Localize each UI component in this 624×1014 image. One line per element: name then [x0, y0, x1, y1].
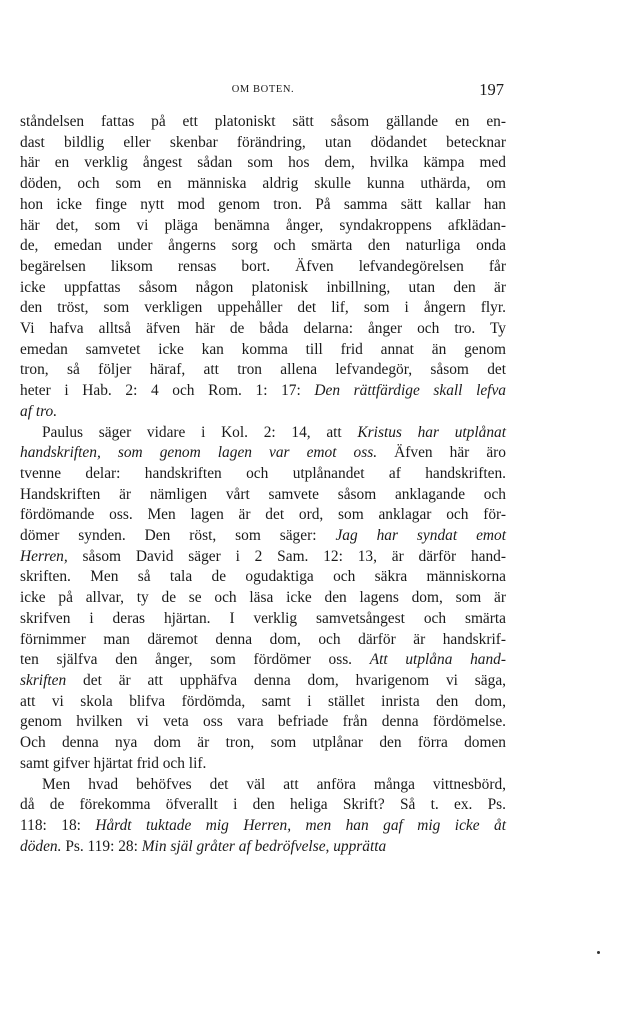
italic-quote: Hårdt tuktade mig Herren, men han gaf mig icke åt	[95, 816, 506, 834]
text-run: den tröst, som verkligen uppehåller det lif, som i ångern flyr.	[20, 299, 506, 317]
text-line	[20, 754, 506, 775]
text-run: tvenne delar: handskriften och utplånandet af handskriften.	[20, 464, 506, 482]
text-run: ten själfva den ånger, som fördömer oss.	[20, 651, 370, 669]
text-line	[20, 816, 506, 837]
italic-quote: handskriften, som genom lagen var emot oss.	[20, 444, 378, 462]
text-run: de, emedan under ångerns sorg och smärta den naturliga onda	[20, 237, 506, 255]
text-run: förnimmer man däremot denna dom, och därför är handskrif-	[20, 630, 506, 648]
text-run: då de förekomma öfverallt i den heliga Skrift? Så t. ex. Ps.	[20, 796, 506, 814]
text-run: skriften. Men så tala de ogudaktiga och säkra människorna	[20, 568, 506, 586]
italic-quote: Jag har syndat emot	[335, 527, 506, 545]
text-line	[20, 671, 506, 692]
text-run: Handskriften är nämligen vårt samvete såsom anklagande och	[20, 485, 506, 503]
text-line	[20, 340, 506, 361]
italic-quote: Herren,	[20, 547, 68, 565]
text-line	[20, 298, 506, 319]
text-line	[20, 319, 506, 340]
text-line	[20, 837, 506, 858]
text-line	[20, 112, 506, 133]
text-line	[20, 257, 506, 278]
text-line	[20, 775, 506, 796]
text-line	[20, 133, 506, 154]
italic-quote: döden.	[20, 837, 62, 855]
text-run: tron, så följer häraf, att tron allena lefvandegör, såsom det	[20, 361, 506, 379]
print-speck	[597, 951, 600, 954]
book-page	[20, 80, 506, 857]
italic-quote: Min själ gråter af bedröfvelse, upprätta	[141, 837, 387, 855]
page-number: 197	[479, 80, 504, 99]
text-run: Äfven här äro	[377, 444, 506, 462]
text-run: heter i Hab. 2: 4 och Rom. 1: 17:	[20, 382, 315, 400]
text-line	[20, 464, 506, 485]
text-line	[20, 692, 506, 713]
text-line	[20, 216, 506, 237]
text-run: det är att upphäfva denna dom, hvarigenom vi säga,	[66, 671, 506, 689]
text-line	[20, 733, 506, 754]
text-line	[20, 381, 506, 402]
text-run: icke på allvar, ty de se och läsa icke den lagens dom, som är	[20, 589, 506, 607]
text-line	[20, 423, 506, 444]
text-line	[20, 547, 506, 568]
text-run: fördömande oss. Men lagen är det ord, som anklagar och för-	[20, 506, 506, 524]
italic-quote: af tro.	[20, 402, 58, 420]
text-line	[20, 650, 506, 671]
text-line	[20, 195, 506, 216]
text-run: ståndelsen fattas på ett platoniskt sätt såsom gällande en en-	[20, 113, 506, 130]
text-line	[20, 236, 506, 257]
running-title: OM BOTEN.	[231, 84, 295, 95]
text-run: Ps. 119: 28:	[61, 837, 142, 855]
text-run: Vi hafva alltså äfven här de båda delarna: ånger och tro. Ty	[20, 320, 506, 338]
text-line	[20, 278, 506, 299]
text-line	[20, 402, 506, 423]
text-run: såsom David säger i 2 Sam. 12: 13, är därför hand-	[67, 547, 506, 565]
text-line	[20, 153, 506, 174]
text-run: 118: 18:	[20, 816, 96, 834]
text-run: emedan samvetet icke kan komma till frid annat än genom	[20, 340, 506, 358]
italic-quote: skriften	[20, 671, 67, 689]
text-line	[20, 526, 506, 547]
paragraph	[20, 112, 506, 423]
text-run: icke uppfattas såsom någon platonisk inbillning, utan den är	[20, 278, 506, 296]
text-run: dömer synden. Den röst, som säger:	[20, 527, 336, 545]
text-run: här det, som vi pläga benämna ånger, syndakroppens afklädan-	[20, 216, 506, 234]
text-run: dast bildlig eller skenbar förändring, utan dödandet betecknar	[20, 133, 506, 151]
text-run: samt gifver hjärtat frid och lif.	[20, 754, 207, 772]
text-line	[20, 795, 506, 816]
text-line	[20, 630, 506, 651]
text-run: skrifven i deras hjärtan. I verklig samvetsångest och smärta	[20, 609, 506, 627]
text-line	[20, 360, 506, 381]
text-run: Men hvad behöfves det väl att anföra många vittnesbörd,	[42, 775, 506, 793]
italic-quote: Att utplåna hand-	[369, 651, 506, 669]
text-run: Paulus säger vidare i Kol. 2: 14, att	[42, 423, 358, 441]
text-run: Och denna nya dom är tron, som utplånar den förra domen	[20, 734, 506, 752]
text-line	[20, 485, 506, 506]
paragraph	[20, 775, 506, 858]
text-line	[20, 609, 506, 630]
text-line	[20, 712, 506, 733]
text-line	[20, 443, 506, 464]
text-line	[20, 588, 506, 609]
text-run: att vi skola blifva fördömda, samt i stället inrista den dom,	[20, 692, 506, 710]
text-line	[20, 174, 506, 195]
italic-quote: Den rättfärdige skall lefva	[314, 382, 506, 400]
text-run: hon icke finge nytt mod genom tron. På samma sätt kallar han	[20, 195, 506, 213]
text-run: här en verklig ångest sådan som hos dem, hvilka kämpa med	[20, 154, 506, 172]
text-run: döden, och som en människa aldrig skulle kunna uthärda, om	[20, 175, 506, 193]
text-run: genom hvilken vi veta oss vara befriade från denna fördömelse.	[20, 713, 506, 731]
italic-quote: Kristus har utplånat	[357, 423, 506, 441]
text-line	[20, 567, 506, 588]
text-run: begärelsen liksom rensas bort. Äfven lefvandegörelsen får	[20, 257, 506, 275]
text-line	[20, 505, 506, 526]
page-header	[20, 80, 506, 102]
body-text	[20, 112, 506, 857]
paragraph	[20, 423, 506, 775]
